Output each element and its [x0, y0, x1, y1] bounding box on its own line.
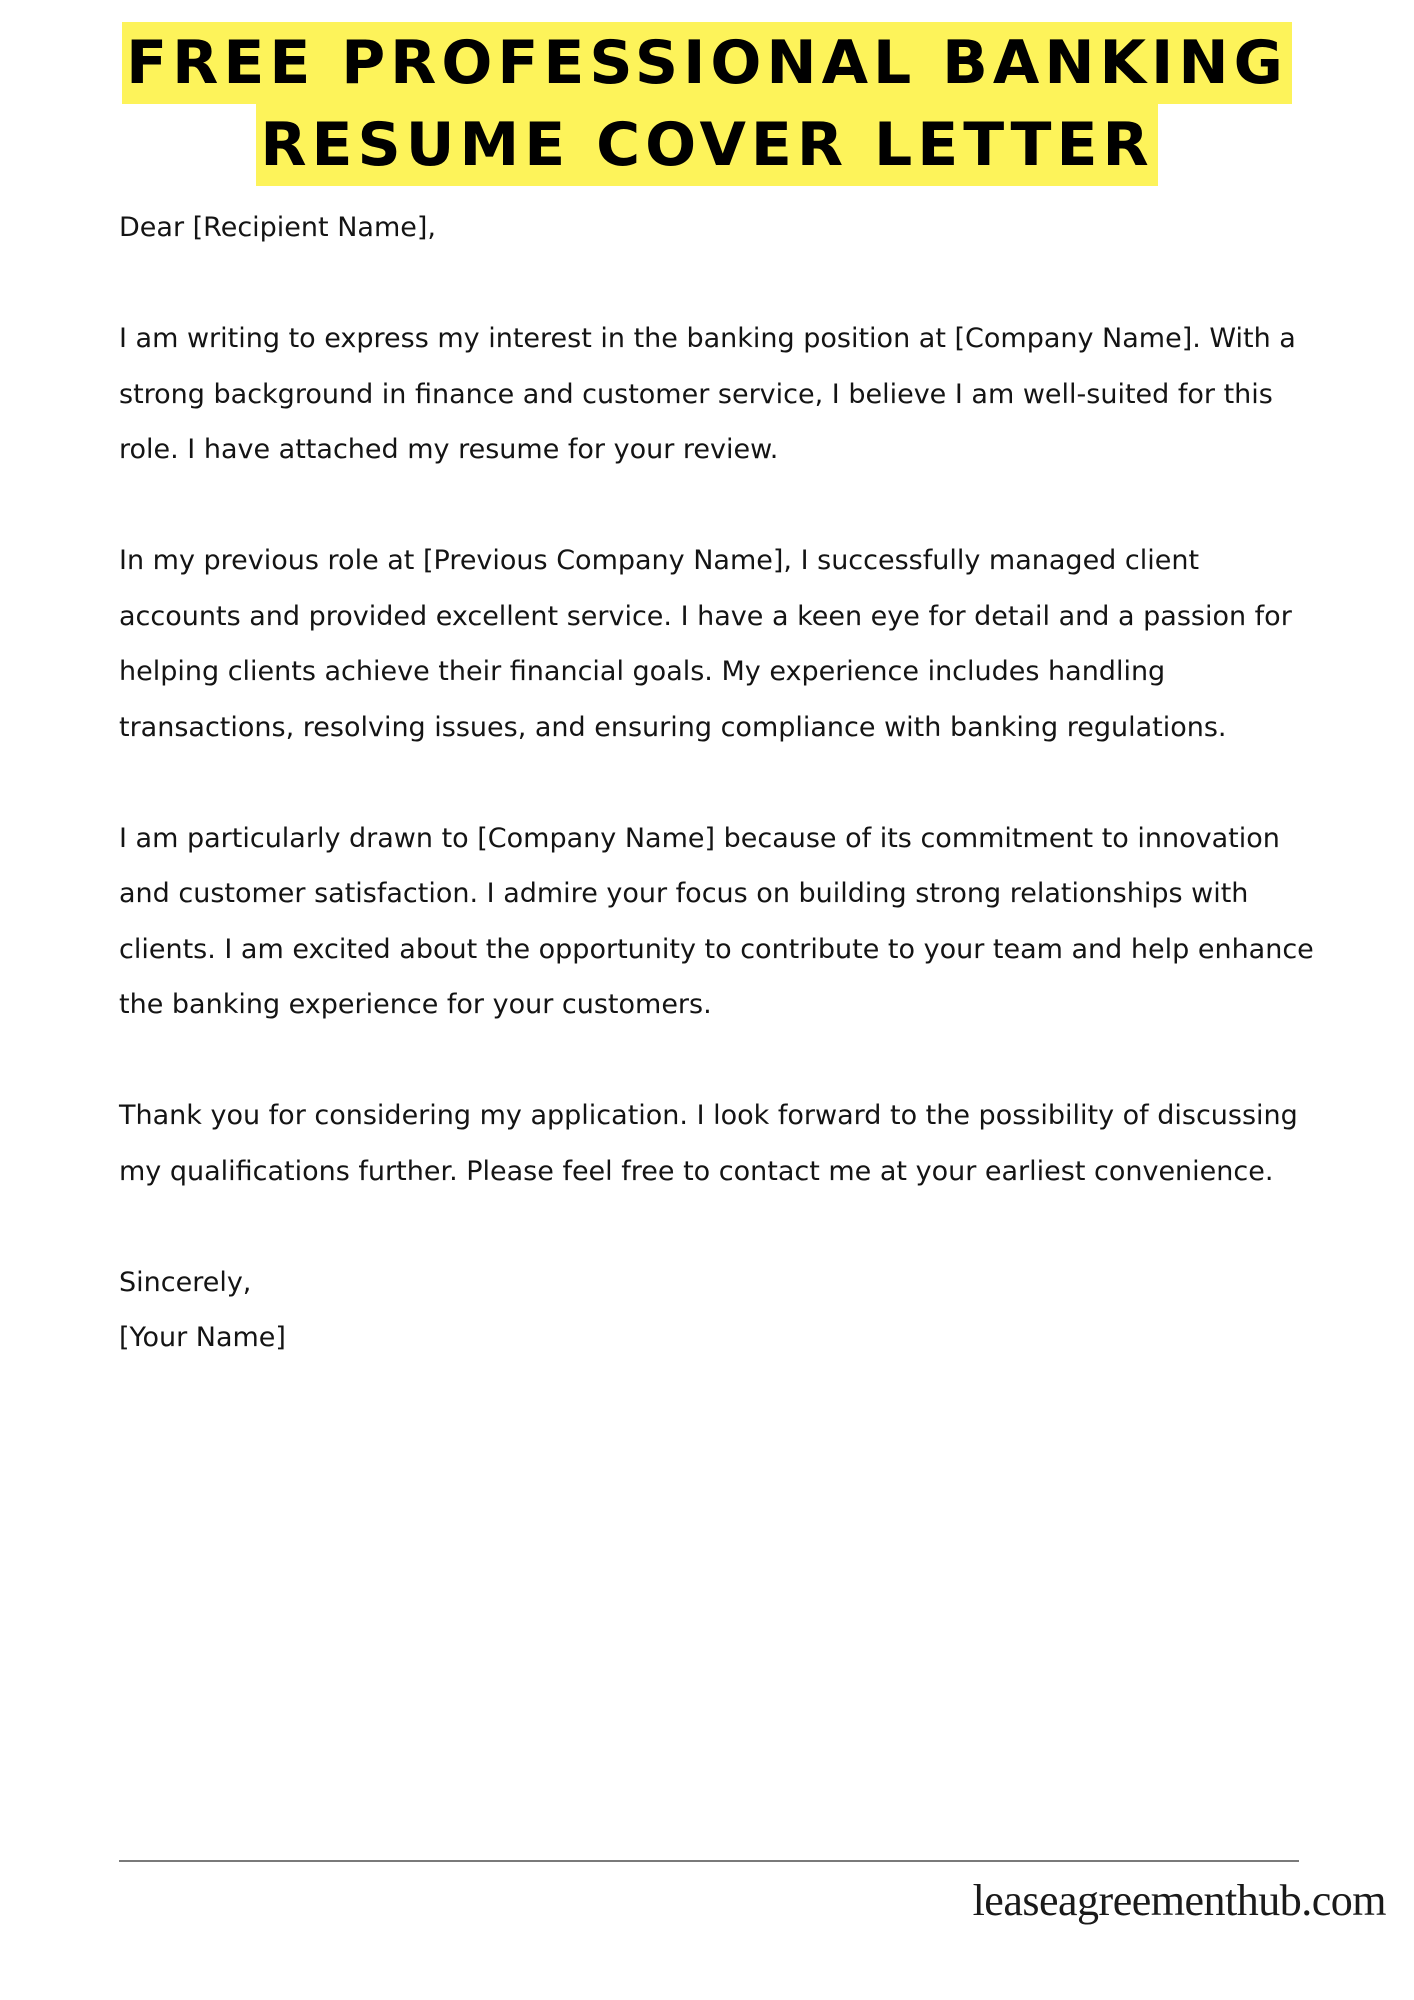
letter-body — [119, 200, 1319, 1366]
closing: Sincerely, — [119, 1266, 252, 1298]
paragraph-4: Thank you for considering my application. I look forward to the possibility of discussing my qualifications further. Please feel free to contact me at your earliest convenience. — [119, 1100, 1298, 1187]
signature: [Your Name] — [119, 1322, 286, 1353]
paragraph-3: I am particularly drawn to [Company Name] because of its commitment to innovation and customer satisfaction. I admire your focus on building strong relationships with clients. I am excited about the opportunity to contribute to your team and help enhance the banking experience for your customers. — [119, 822, 1314, 1020]
title-line-2: RESUME COVER LETTER — [256, 104, 1157, 186]
salutation: Dear [Recipient Name], — [119, 212, 436, 243]
paragraph-2: In my previous role at [Previous Company Name], I successfully managed client accounts and provided excellent service. I have a keen eye for detail and a passion for helping clients achieve their financial goals. My experience includes handling transactions, resolving issues, and ensuring compliance with banking regulations. — [119, 545, 1292, 743]
paragraph-1: I am writing to express my interest in the banking position at [Company Name]. With a strong background in finance and customer service, I believe I am well-suited for this role. I have attached my resume for your review. — [119, 323, 1296, 465]
footer-divider — [119, 1860, 1299, 1862]
page-title — [0, 22, 1414, 186]
title-line-1: FREE PROFESSIONAL BANKING — [122, 22, 1292, 104]
footer-site: leaseagreementhub.com — [972, 1876, 1386, 1925]
